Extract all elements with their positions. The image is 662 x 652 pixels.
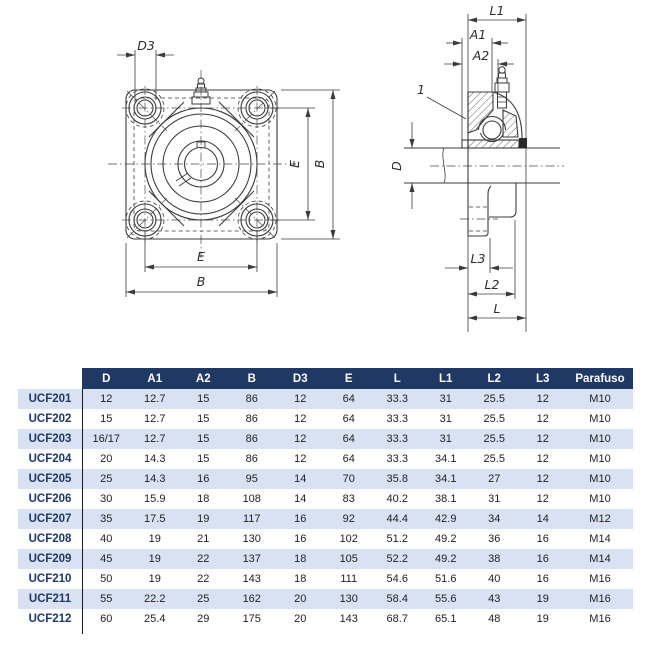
table-row bbox=[18, 589, 633, 609]
cell-ucf203-e: 64 bbox=[325, 429, 374, 449]
cell-ucf201-a1: 12.7 bbox=[131, 389, 180, 409]
cell-ucf202-l2: 25.5 bbox=[483, 413, 505, 425]
side-view bbox=[389, 3, 564, 332]
col-header-a1: A1 bbox=[131, 368, 180, 389]
table-row bbox=[18, 509, 633, 529]
cell-ucf210-a1: 19 bbox=[148, 573, 161, 585]
cell-ucf212-e: 143 bbox=[339, 613, 358, 625]
cell-ucf202-l1: 31 bbox=[439, 413, 452, 425]
cell-ucf205-d3: 14 bbox=[276, 469, 325, 489]
cell-ucf204-b: 86 bbox=[245, 453, 258, 465]
housing-section bbox=[462, 92, 527, 236]
cell-ucf206-parafuso: M10 bbox=[589, 493, 611, 505]
cell-ucf208-b: 130 bbox=[242, 533, 261, 545]
table-row bbox=[18, 469, 633, 489]
cell-ucf206-l: 40.2 bbox=[386, 493, 408, 505]
col-header-l3: L3 bbox=[519, 368, 568, 389]
row-label-ucf201: UCF201 bbox=[18, 389, 82, 409]
cell-ucf207-parafuso: M12 bbox=[567, 509, 633, 529]
cell-ucf201-a2: 15 bbox=[179, 389, 228, 409]
cell-ucf205-e: 70 bbox=[325, 469, 374, 489]
cell-ucf209-e: 105 bbox=[325, 549, 374, 569]
cell-ucf212-l2: 48 bbox=[488, 613, 501, 625]
dim-label-b-bottom: B bbox=[196, 274, 206, 289]
cell-ucf212-a1: 25.4 bbox=[144, 613, 166, 625]
cell-ucf210-l1: 51.6 bbox=[435, 573, 457, 585]
cell-ucf212-l3: 19 bbox=[536, 613, 549, 625]
cell-ucf210-l3: 16 bbox=[536, 573, 549, 585]
cell-ucf202-e: 64 bbox=[342, 413, 355, 425]
col-header-a2: A2 bbox=[179, 368, 228, 389]
cell-ucf209-a2: 22 bbox=[179, 549, 228, 569]
flange-outline bbox=[126, 90, 277, 239]
table-header bbox=[18, 368, 633, 389]
cell-ucf209-d3: 18 bbox=[276, 549, 325, 569]
cell-ucf212-l1: 65.1 bbox=[435, 613, 457, 625]
col-header-d: D bbox=[82, 368, 131, 389]
row-label-ucf209: UCF209 bbox=[18, 549, 82, 569]
row-label-ucf211: UCF211 bbox=[18, 589, 82, 609]
dim-label-a1: A1 bbox=[469, 27, 487, 42]
dim-label-l3: L3 bbox=[470, 251, 486, 266]
cell-ucf206-a1: 15.9 bbox=[144, 493, 166, 505]
cell-ucf203-d: 16/17 bbox=[82, 429, 131, 449]
cell-ucf212-d3: 20 bbox=[294, 613, 307, 625]
cell-ucf209-l3: 16 bbox=[519, 549, 568, 569]
cell-ucf207-d3: 16 bbox=[276, 509, 325, 529]
cell-ucf204-l1: 34.1 bbox=[435, 453, 457, 465]
header-corner-cell bbox=[18, 368, 82, 389]
cell-ucf211-parafuso: M16 bbox=[567, 589, 633, 609]
cell-ucf208-parafuso: M14 bbox=[589, 533, 611, 545]
cell-ucf201-d: 12 bbox=[82, 389, 131, 409]
shaft-break-line bbox=[443, 148, 445, 183]
cell-ucf207-e: 92 bbox=[325, 509, 374, 529]
row-label-ucf206: UCF206 bbox=[28, 493, 72, 505]
cell-ucf204-a2: 15 bbox=[197, 453, 210, 465]
bearing-ball bbox=[483, 121, 501, 139]
table-row bbox=[18, 449, 633, 469]
cell-ucf209-b: 137 bbox=[228, 549, 277, 569]
side-center-lines bbox=[430, 166, 564, 219]
cell-ucf205-a1: 14.3 bbox=[131, 469, 180, 489]
row-label-ucf204: UCF204 bbox=[28, 453, 72, 465]
row-label-ucf212: UCF212 bbox=[28, 613, 72, 625]
col-header-b: B bbox=[228, 368, 277, 389]
table-body bbox=[18, 389, 633, 629]
cell-ucf204-d3: 12 bbox=[294, 453, 307, 465]
cell-ucf201-l3: 12 bbox=[519, 389, 568, 409]
cell-ucf208-l2: 36 bbox=[488, 533, 501, 545]
cell-ucf202-b: 86 bbox=[245, 413, 258, 425]
cell-ucf203-a1: 12.7 bbox=[131, 429, 180, 449]
dim-label-e-bottom: E bbox=[197, 249, 205, 264]
cell-ucf210-a2: 22 bbox=[197, 573, 210, 585]
cell-ucf209-a1: 19 bbox=[131, 549, 180, 569]
table-row bbox=[18, 489, 633, 509]
col-header-l1: L1 bbox=[422, 368, 471, 389]
cell-ucf206-l3: 12 bbox=[536, 493, 549, 505]
cell-ucf209-l: 52.2 bbox=[373, 549, 422, 569]
cell-ucf211-e: 130 bbox=[325, 589, 374, 609]
cell-ucf210-l2: 40 bbox=[488, 573, 501, 585]
cell-ucf204-l2: 25.5 bbox=[483, 453, 505, 465]
cell-ucf210-parafuso: M16 bbox=[589, 573, 611, 585]
cell-ucf205-l1: 34.1 bbox=[422, 469, 471, 489]
table-row bbox=[18, 429, 633, 449]
cell-ucf206-d3: 14 bbox=[294, 493, 307, 505]
cell-ucf207-l: 44.4 bbox=[373, 509, 422, 529]
callout-1-label: 1 bbox=[417, 82, 425, 97]
dim-label-l2: L2 bbox=[484, 277, 500, 292]
col-header-parafuso: Parafuso bbox=[567, 368, 633, 389]
front-view bbox=[108, 38, 340, 297]
cell-ucf205-a2: 16 bbox=[179, 469, 228, 489]
dim-label-e-right: E bbox=[287, 160, 302, 168]
cell-ucf208-a2: 21 bbox=[197, 533, 210, 545]
cell-ucf211-a2: 25 bbox=[179, 589, 228, 609]
cell-ucf204-parafuso: M10 bbox=[589, 453, 611, 465]
cell-ucf203-l3: 12 bbox=[519, 429, 568, 449]
cell-ucf207-a1: 17.5 bbox=[131, 509, 180, 529]
cell-ucf205-l: 35.8 bbox=[373, 469, 422, 489]
cell-ucf211-a1: 22.2 bbox=[131, 589, 180, 609]
row-label-ucf205: UCF205 bbox=[18, 469, 82, 489]
table-row bbox=[18, 389, 633, 409]
cell-ucf206-b: 108 bbox=[242, 493, 261, 505]
cell-ucf205-l3: 12 bbox=[519, 469, 568, 489]
cell-ucf211-l3: 19 bbox=[519, 589, 568, 609]
cell-ucf206-l2: 31 bbox=[488, 493, 501, 505]
row-label-ucf210: UCF210 bbox=[28, 573, 72, 585]
cell-ucf204-d: 20 bbox=[100, 453, 113, 465]
cell-ucf209-l1: 49.2 bbox=[422, 549, 471, 569]
cell-ucf204-e: 64 bbox=[342, 453, 355, 465]
cell-ucf212-a2: 29 bbox=[197, 613, 210, 625]
cell-ucf203-a2: 15 bbox=[179, 429, 228, 449]
dim-label-a2: A2 bbox=[472, 48, 490, 63]
cell-ucf207-b: 117 bbox=[228, 509, 277, 529]
shaft bbox=[404, 148, 560, 183]
table-row bbox=[18, 569, 633, 589]
cell-ucf205-l2: 27 bbox=[470, 469, 519, 489]
cell-ucf201-parafuso: M10 bbox=[567, 389, 633, 409]
cell-ucf210-b: 143 bbox=[242, 573, 261, 585]
cell-ucf201-b: 86 bbox=[228, 389, 277, 409]
cell-ucf202-d: 15 bbox=[100, 413, 113, 425]
dim-label-b-right: B bbox=[312, 159, 327, 169]
cell-ucf203-l1: 31 bbox=[422, 429, 471, 449]
cell-ucf203-l2: 25.5 bbox=[470, 429, 519, 449]
cell-ucf208-l: 51.2 bbox=[386, 533, 408, 545]
table-row bbox=[18, 549, 633, 569]
cell-ucf206-l1: 38.1 bbox=[435, 493, 457, 505]
cell-ucf210-d: 50 bbox=[100, 573, 113, 585]
cell-ucf207-l1: 42.9 bbox=[422, 509, 471, 529]
cell-ucf209-l2: 38 bbox=[470, 549, 519, 569]
table-row bbox=[18, 609, 633, 629]
seal-collar-front bbox=[519, 138, 527, 148]
row-label-ucf207: UCF207 bbox=[18, 509, 82, 529]
cell-ucf203-l: 33.3 bbox=[373, 429, 422, 449]
dimension-table bbox=[18, 368, 633, 629]
cell-ucf202-d3: 12 bbox=[294, 413, 307, 425]
cell-ucf204-l: 33.3 bbox=[386, 453, 408, 465]
table-row bbox=[18, 529, 633, 549]
dim-label-d: D bbox=[389, 161, 404, 171]
cell-ucf212-parafuso: M16 bbox=[589, 613, 611, 625]
cell-ucf207-d: 35 bbox=[82, 509, 131, 529]
col-header-l2: L2 bbox=[470, 368, 519, 389]
cell-ucf208-e: 102 bbox=[339, 533, 358, 545]
table-row bbox=[18, 409, 633, 429]
cell-ucf211-l2: 43 bbox=[470, 589, 519, 609]
cell-ucf201-l2: 25.5 bbox=[470, 389, 519, 409]
cell-ucf206-d: 30 bbox=[100, 493, 113, 505]
cell-ucf203-d3: 12 bbox=[276, 429, 325, 449]
cell-ucf208-l3: 16 bbox=[536, 533, 549, 545]
cell-ucf203-parafuso: M10 bbox=[567, 429, 633, 449]
cell-ucf209-d: 45 bbox=[82, 549, 131, 569]
cell-ucf205-b: 95 bbox=[228, 469, 277, 489]
cell-ucf205-d: 25 bbox=[82, 469, 131, 489]
cell-ucf207-l2: 34 bbox=[470, 509, 519, 529]
cell-ucf207-a2: 19 bbox=[179, 509, 228, 529]
cell-ucf212-d: 60 bbox=[100, 613, 113, 625]
cell-ucf204-a1: 14.3 bbox=[144, 453, 166, 465]
cell-ucf206-a2: 18 bbox=[197, 493, 210, 505]
cell-ucf212-l: 68.7 bbox=[386, 613, 408, 625]
cell-ucf202-a2: 15 bbox=[197, 413, 210, 425]
cell-ucf202-a1: 12.7 bbox=[144, 413, 166, 425]
cell-ucf211-l: 58.4 bbox=[373, 589, 422, 609]
cell-ucf209-parafuso: M14 bbox=[567, 549, 633, 569]
cell-ucf210-l: 54.6 bbox=[386, 573, 408, 585]
cell-ucf201-l1: 31 bbox=[422, 389, 471, 409]
grease-fitting-side bbox=[495, 67, 509, 108]
cell-ucf201-e: 64 bbox=[325, 389, 374, 409]
cell-ucf208-d3: 16 bbox=[294, 533, 307, 545]
cell-ucf208-l1: 49.2 bbox=[435, 533, 457, 545]
cell-ucf211-b: 162 bbox=[228, 589, 277, 609]
cell-ucf206-e: 83 bbox=[342, 493, 355, 505]
cell-ucf211-d: 55 bbox=[82, 589, 131, 609]
cell-ucf207-l3: 14 bbox=[519, 509, 568, 529]
cell-ucf211-l1: 55.6 bbox=[422, 589, 471, 609]
seal-collar-back bbox=[462, 140, 468, 148]
cell-ucf201-l: 33.3 bbox=[373, 389, 422, 409]
cell-ucf205-parafuso: M10 bbox=[567, 469, 633, 489]
cell-ucf201-d3: 12 bbox=[276, 389, 325, 409]
cell-ucf202-l3: 12 bbox=[536, 413, 549, 425]
dim-label-l: L bbox=[493, 301, 501, 316]
row-label-ucf202: UCF202 bbox=[28, 413, 72, 425]
dim-label-d3: D3 bbox=[137, 38, 155, 53]
cell-ucf212-b: 175 bbox=[242, 613, 261, 625]
col-header-e: E bbox=[325, 368, 374, 389]
cell-ucf203-b: 86 bbox=[228, 429, 277, 449]
cell-ucf211-d3: 20 bbox=[276, 589, 325, 609]
cell-ucf202-parafuso: M10 bbox=[589, 413, 611, 425]
cell-ucf210-d3: 18 bbox=[294, 573, 307, 585]
callout-1 bbox=[427, 97, 466, 119]
cell-ucf204-l3: 12 bbox=[536, 453, 549, 465]
cell-ucf210-e: 111 bbox=[340, 573, 358, 585]
cell-ucf202-l: 33.3 bbox=[386, 413, 408, 425]
row-label-ucf203: UCF203 bbox=[18, 429, 82, 449]
cell-ucf208-a1: 19 bbox=[148, 533, 161, 545]
front-center-lines bbox=[108, 70, 296, 258]
table-label-divider bbox=[82, 389, 83, 634]
dim-label-l1: L1 bbox=[489, 3, 505, 18]
row-label-ucf208: UCF208 bbox=[28, 533, 72, 545]
col-header-d3: D3 bbox=[276, 368, 325, 389]
cell-ucf208-d: 40 bbox=[100, 533, 113, 545]
col-header-l: L bbox=[373, 368, 422, 389]
